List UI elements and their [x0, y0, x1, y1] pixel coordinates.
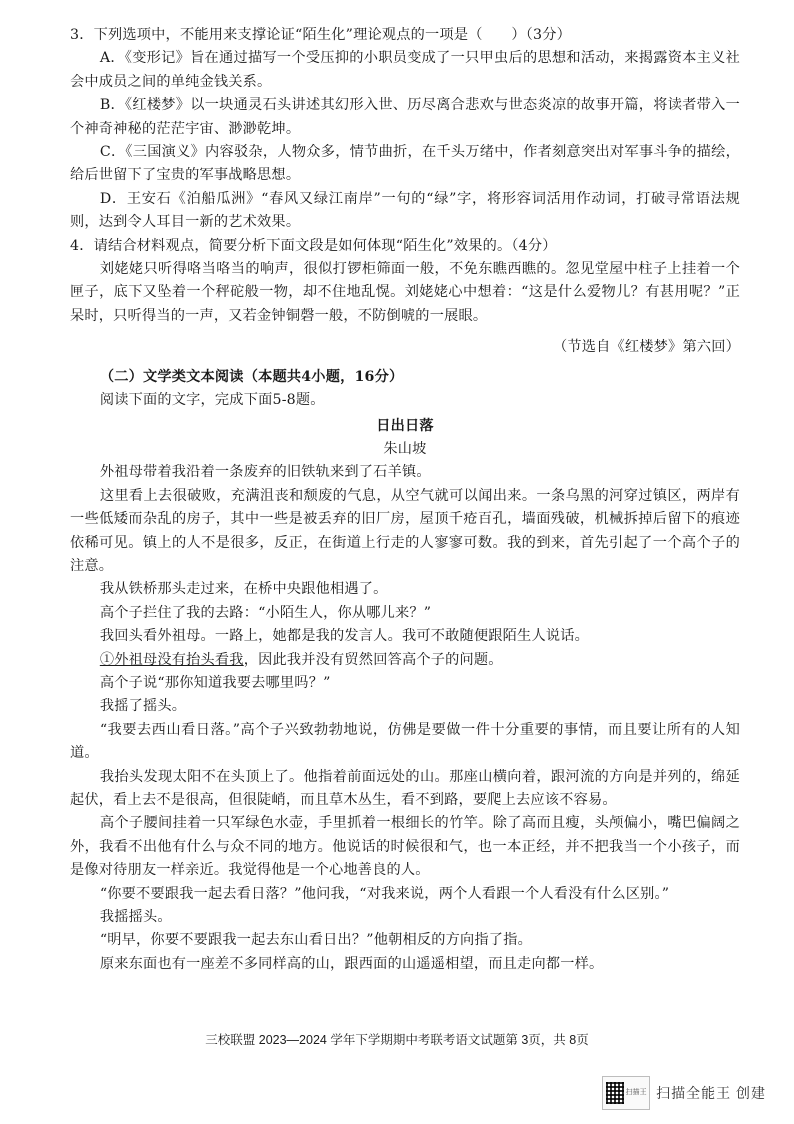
story-paragraph: 原来东面也有一座差不多同样高的山，跟西面的山遥遥相望，而且走向都一样。: [99, 955, 604, 972]
story-paragraph: “我要去西山看日落。”高个子兴致勃勃地说，仿佛是要做一件十分重要的事情，而且要让所有的人知道。: [70, 721, 740, 762]
scanner-watermark: [602, 1076, 766, 1110]
question-3-stem: 3．下列选项中，不能用来支撑论证“陌生化”理论观点的一项是（ ）（3分）: [70, 27, 572, 43]
story-author: 朱山坡: [383, 440, 427, 457]
exam-page: [70, 24, 740, 976]
question-3-option-b: B．《红楼梦》以一块通灵石头讲述其幻形入世、历尽离合悲欢与世态炎凉的故事开篇，将读者带入一个神奇神秘的茫茫宇宙、渺渺乾坤。: [70, 97, 740, 137]
story-paragraph: 高个子拦住了我的去路：“小陌生人，你从哪儿来？”: [99, 604, 432, 621]
watermark-text: 扫描全能王 创建: [656, 1085, 766, 1101]
story-paragraph: 我回头看外祖母。一路上，她都是我的发言人。我可不敢随便跟陌生人说话。: [99, 628, 589, 645]
story-paragraph: 外祖母带着我沿着一条废弃的旧铁轨来到了石羊镇。: [99, 464, 431, 481]
section-heading: （二）文学类文本阅读（本题共4小题，16分）: [99, 368, 404, 385]
story-paragraph: 我摇摇头。: [99, 909, 172, 926]
question-3-option-a: A．《变形记》旨在通过描写一个受压抑的小职员变成了一只甲虫后的思想和活动，来揭露资本主义社会中成员之间的单纯金钱关系。: [70, 50, 740, 90]
story-paragraph: 我摇了摇头。: [99, 698, 187, 715]
story-paragraph: 我抬头发现太阳不在头顶上了。他指着前面远处的山。那座山横向着，跟河流的方向是并列的，绵延起伏，看上去不是很高，但很陡峭，而且草木丛生，看不到路，要爬上去应该不容易。: [70, 768, 740, 808]
question-4-passage: 刘姥姥只听得咯当咯当的响声，很似打锣柜筛面一般，不免东瞧西瞧的。忽见堂屋中柱子上挂着一个匣子，底下又坠着一个秤砣般一物，却不住地乱愰。刘姥姥心中想着：“这是什么爱物儿？有甚用呢？”正呆时，只听得当的一声，又若金钟铜磬一般，不防倒唬的一展眼。: [70, 261, 740, 324]
scanner-logo-text: 扫描王: [625, 1089, 647, 1096]
question-3-option-d: D．王安石《泊船瓜洲》“春风又绿江南岸”一句的“绿”字，将形容词活用作动词，打破寻常语法规则，达到令人耳目一新的艺术效果。: [70, 190, 740, 231]
section-instruction: 阅读下面的文字，完成下面5-8题。: [99, 392, 325, 409]
story-paragraph-marked: [70, 649, 740, 672]
marked-sentence-rest: ，因此我并没有贸然回答高个子的问题。: [243, 651, 503, 668]
story-paragraph: 我从铁桥那头走过来，在桥中央跟他相遇了。: [99, 581, 388, 598]
scanner-logo-icon: [602, 1076, 650, 1110]
qr-code-icon: [606, 1082, 624, 1104]
passage-source: （节选自《红楼梦》第六回）: [552, 339, 740, 356]
story-paragraph: 高个子腰间挂着一只军绿色水壶，手里抓着一根细长的竹竿。除了高而且瘦，头颅偏小，嘴巴偏阔之外，我看不出他有什么与众不同的地方。他说话的时候很和气，也一本正经，并不把我当一个小孩子，而是像对待朋友一样亲近。我觉得他是一个心地善良的人。: [70, 815, 740, 879]
marked-sentence: ①外祖母没有抬头看我: [99, 651, 244, 668]
story-paragraph: 这里看上去很破败，充满沮丧和颓废的气息，从空气就可以闻出来。一条乌黑的河穿过镇区，两岸有一些低矮而杂乱的房子，其中一些是被丢弃的旧厂房，屋顶千疮百孔，墙面残破，机械拆掉后留下的痕迹依稀可见。镇上的人不是很多，反正，在街道上行走的人寥寥可数。我的到来，首先引起了一个高个子的注意。: [70, 487, 740, 574]
page-footer: 三校联盟 2023—2024 学年下学期期中考联考语文试题第 3页，共 8页: [205, 1033, 589, 1047]
story-title: 日出日落: [376, 417, 434, 434]
story-paragraph: “明早，你要不要跟我一起去东山看日出？”他朝相反的方向指了指。: [99, 932, 532, 949]
story-paragraph: “你要不要跟我一起去看日落？”他问我，“对我来说，两个人看跟一个人看没有什么区别。”: [99, 885, 670, 902]
question-4-stem: 4．请结合材料观点，简要分析下面文段是如何体现“陌生化”效果的。（4分）: [70, 237, 557, 254]
question-3-option-c: C．《三国演义》内容驳杂，人物众多，情节曲折，在千头万绪中，作者刻意突出对军事斗争的描绘，给后世留下了宝贵的军事战略思想。: [70, 144, 740, 184]
story-paragraph: 高个子说“那你知道我要去哪里吗？”: [99, 674, 331, 691]
